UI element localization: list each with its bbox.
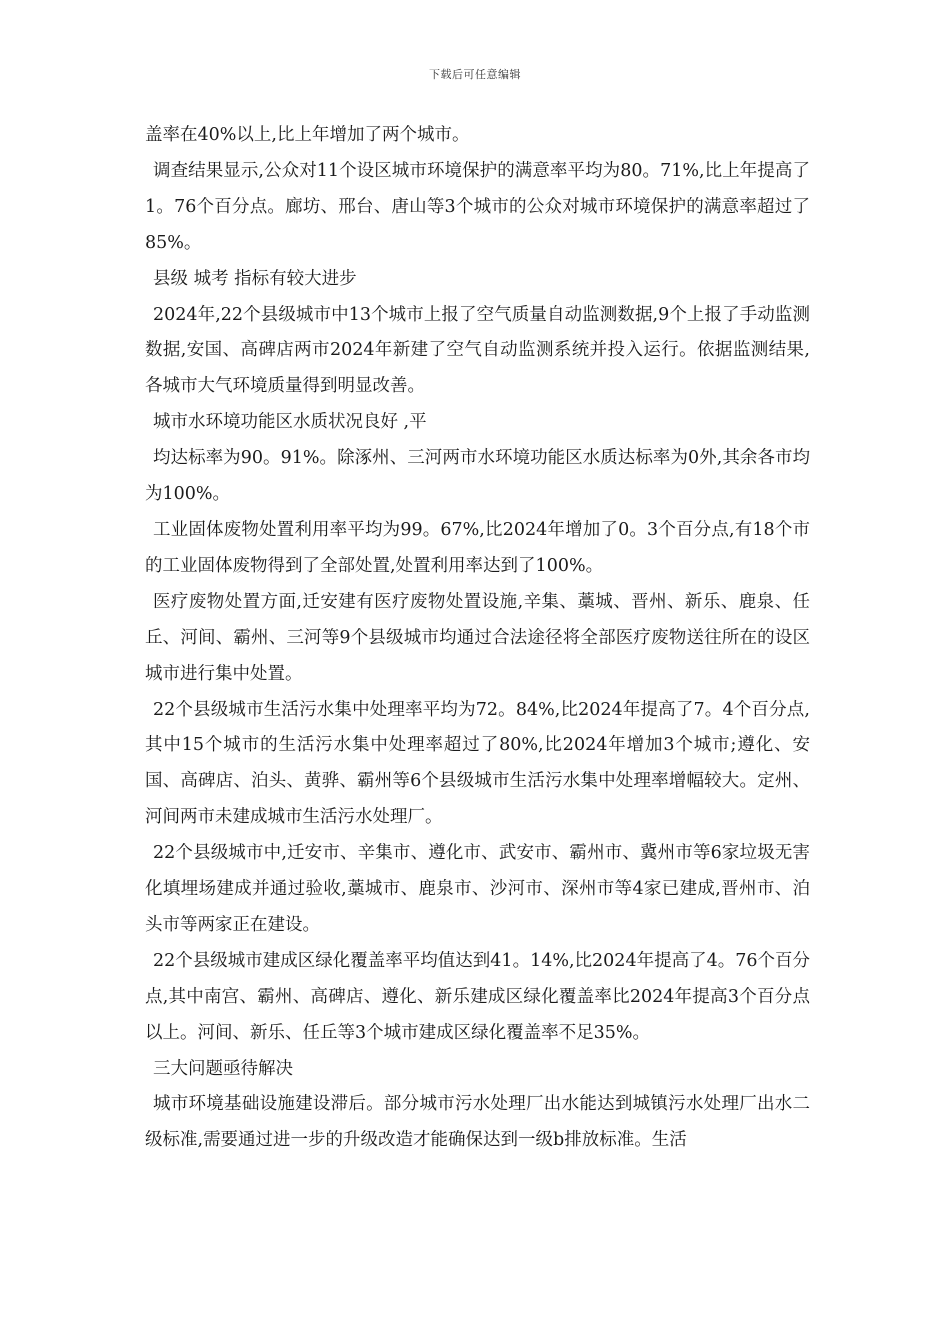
paragraph-landfill: 22个县级城市中,迁安市、辛集市、遵化市、武安市、霸州市、冀州市等6家垃圾无害化填埋场建成并通过验收,藁城市、鹿泉市、沙河市、深州市等4家已建成,晋州市、泊头市等两家正在建设。	[145, 843, 810, 935]
paragraph-medical-waste: 医疗废物处置方面,迁安建有医疗废物处置设施,辛集、藁城、晋州、新乐、鹿泉、任丘、河间、霸州、三河等9个县级城市均通过合法途径将全部医疗废物送往所在的设区城市进行集中处置。	[145, 591, 810, 684]
paragraph-sewage-treatment: 22个县级城市生活污水集中处理率平均为72。84%,比2024年提高了7。4个百分点,其中15个城市的生活污水集中处理率超过了80%,比2024年增加3个城市;遵化、安国、高碑店、泊头、黄骅、霸州等6个县级城市生活污水集中处理率增幅较大。定州、河间两市未建成城市生活污水处理厂。	[145, 699, 810, 828]
paragraph-solid-waste: 工业固体废物处置利用率平均为99。67%,比2024年增加了0。3个百分点,有18个市的工业固体废物得到了全部处置,处置利用率达到了100%。	[145, 519, 810, 576]
paragraph-infrastructure: 城市环境基础设施建设滞后。部分城市污水处理厂出水能达到城镇污水处理厂出水二级标准,需要通过进一步的升级改造才能确保达到一级b排放标准。生活	[145, 1094, 810, 1151]
document-body	[145, 118, 810, 1159]
paragraph-water-quality-rate: 均达标率为90。91%。除涿州、三河两市水环境功能区水质达标率为0外,其余各市均为100%。	[145, 448, 810, 505]
section-heading-county-progress: 县级 城考 指标有较大进步	[153, 268, 357, 289]
page-header: 下载后可任意编辑	[429, 68, 521, 81]
paragraph-air-monitoring: 2024年,22个县级城市中13个城市上报了空气质量自动监测数据,9个上报了手动监测数据,安国、高碑店两市2024年新建了空气自动监测系统并投入运行。依据监测结果,各城市大气环境质量得到明显改善。	[145, 304, 810, 397]
paragraph-green-coverage: 22个县级城市建成区绿化覆盖率平均值达到41。14%,比2024年提高了4。76个百分点,其中南宫、霸州、高碑店、遵化、新乐建成区绿化覆盖率比2024年提高3个百分点以上。河间、新乐、任丘等3个城市建成区绿化覆盖率不足35%。	[145, 950, 810, 1043]
paragraph-public-satisfaction: 调查结果显示,公众对11个设区城市环境保护的满意率平均为80。71%,比上年提高了1。76个百分点。廊坊、邢台、唐山等3个城市的公众对城市环境保护的满意率超过了85%。	[145, 160, 810, 253]
section-heading-three-problems: 三大问题亟待解决	[153, 1058, 293, 1079]
paragraph-coverage-rate: 盖率在40%以上,比上年增加了两个城市。	[145, 125, 470, 145]
paragraph-water-quality-lead: 城市水环境功能区水质状况良好 ,平	[153, 412, 427, 433]
